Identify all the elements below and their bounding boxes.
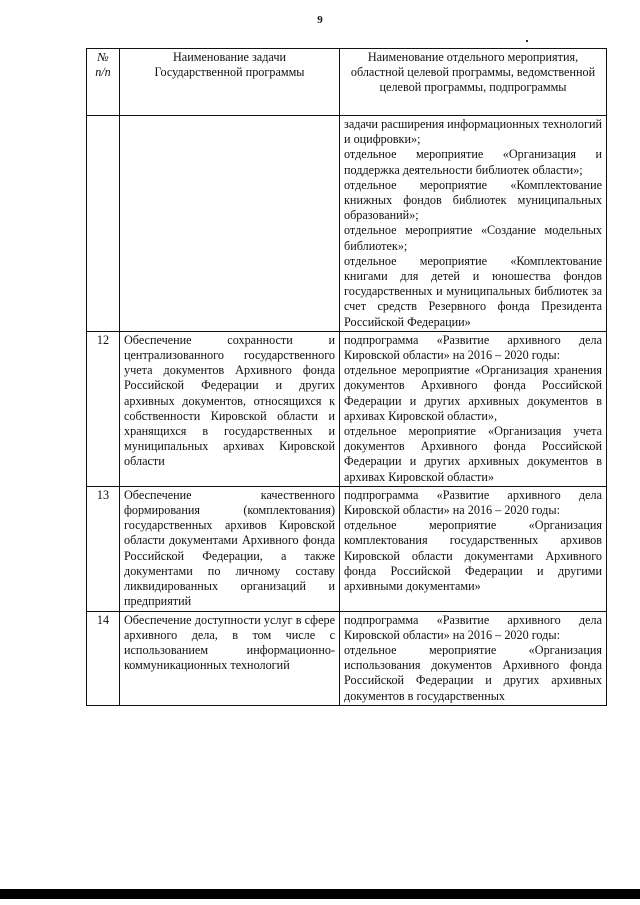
row-task: Обеспечение качественного формирования (комплектования) государственных архивов Кировской области документами Архивного фонда Российской Федерации, а также документами по личному составу ликвидированных организаций и предприятий: [120, 486, 340, 611]
row-task: Обеспечение доступности услуг в сфере архивного дела, в том числе с использованием информационно-коммуникационных технологий: [120, 611, 340, 705]
row-events: [340, 331, 607, 486]
event-line: подпрограмма «Развитие архивного дела Кировской области» на 2016 – 2020 годы:: [344, 332, 602, 363]
event-line: отдельное мероприятие «Создание модельных библиотек»;: [344, 223, 602, 253]
header-number: № п/п: [87, 49, 120, 116]
table-row: [87, 116, 607, 332]
event-line: отдельное мероприятие «Организация учета документов Архивного фонда Российской Федерации и других архивных документов в архивах Кировской области»: [344, 424, 602, 484]
page-number: 9: [317, 14, 323, 26]
scan-edge-bar: [0, 889, 640, 899]
header-task: Наименование задачи Государственной программы: [120, 49, 340, 116]
row-number: [87, 116, 120, 332]
row-events: [340, 611, 607, 705]
event-line: подпрограмма «Развитие архивного дела Кировской области» на 2016 – 2020 годы:: [344, 612, 602, 642]
row-events: [340, 486, 607, 611]
event-line: отдельное мероприятие «Комплектование книжных фондов библиотек муниципальных образований»;: [344, 177, 602, 223]
event-line: отдельное мероприятие «Организация хранения документов Архивного фонда Российской Федерации и других архивных документов в архивах Кировской области»,: [344, 363, 602, 423]
row-task: [120, 116, 340, 332]
row-number: 12: [87, 331, 120, 486]
table-row: [87, 611, 607, 705]
row-task: Обеспечение сохранности и централизованного государственного учета документов Архивного фонда Российской Федерации и других архивных документов, относящихся к собственности Кировской области и хранящихся в государственных и муниципальных архивах Кировской области: [120, 331, 340, 486]
row-number: 14: [87, 611, 120, 705]
table-header-row: [87, 49, 607, 116]
header-event: Наименование отдельного мероприятия, областной целевой программы, ведомственной целевой программы, подпрограммы: [340, 49, 607, 116]
event-line: подпрограмма «Развитие архивного дела Кировской области» на 2016 – 2020 годы:: [344, 487, 602, 518]
event-line: отдельное мероприятие «Организация и поддержка деятельности библиотек области»;: [344, 147, 602, 177]
table-row: [87, 331, 607, 486]
event-line: отдельное мероприятие «Организация использования документов Архивного фонда Российской Федерации и других архивных документов в государственных: [344, 642, 602, 703]
event-line: отдельное мероприятие «Комплектование книгами для детей и юношества фондов государственных и муниципальных библиотек за счет средств Резервного фонда Президента Российской Федерации»: [344, 253, 602, 329]
event-line: отдельное мероприятие «Организация комплектования государственных архивов Кировской области документами Архивного фонда Российской Федерации и другими архивными документами»: [344, 518, 602, 594]
program-table: [86, 48, 607, 706]
row-number: 13: [87, 486, 120, 611]
row-events: [340, 116, 607, 332]
event-line: задачи расширения информационных технологий и оцифровки»;: [344, 117, 602, 147]
table-row: [87, 486, 607, 611]
scan-speck: [526, 40, 528, 42]
